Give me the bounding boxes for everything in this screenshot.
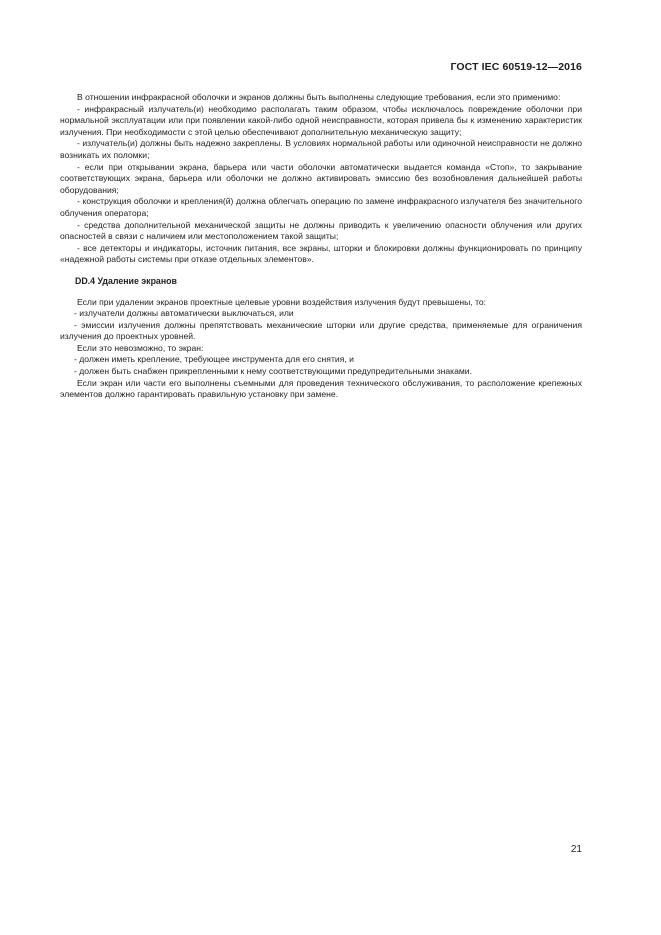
requirement-item: - излучатель(и) должны быть надежно закреплены. В условиях нормальной работы или одиночной неисправности не должно возникать их поломки; <box>60 138 582 160</box>
section1-intro: В отношении инфракрасной оболочки и экранов должны быть выполнены следующие требования, если это применимо: <box>77 92 561 102</box>
list-item: - эмиссии излучения должны препятствовать механические шторки или другие средства, применяемые для ограничения излучения до проектных уровней. <box>60 319 582 342</box>
list-item: - должен иметь крепление, требующее инструмента для его снятия, и <box>74 354 354 365</box>
section2-closing: Если экран или части его выполнены съемными для проведения технического обслуживания, то расположение крепежных элементов должно гарантировать правильную установку при замене. <box>60 377 582 400</box>
page-content <box>60 92 582 401</box>
requirement-item: - средства дополнительной механической защиты не должны приводить к увеличению опасности облучения или других опасностей в связи с наличием или местоположением такой защиты; <box>60 219 582 242</box>
requirement-item: - все детекторы и индикаторы, источник питания, все экраны, шторки и блокировки должны функционировать по принципу «надежной работы системы при отказе отдельных элементов». <box>60 242 582 265</box>
document-header: ГОСТ IEC 60519-12—2016 <box>450 61 582 73</box>
list-item: - излучатели должны автоматически выключаться, или <box>74 308 294 319</box>
section2-intro: Если при удалении экранов проектные целевые уровни воздействия излучения будут превышены, то: <box>77 296 487 307</box>
requirement-item: - если при открывании экрана, барьера или части оболочки автоматически выдается команда «Стоп», то закрывание соответствующих экрана, барьера или оболочки не должно активировать эмиссию без возобновления дальнейшей работы оборудования; <box>60 161 582 195</box>
list-item: - должен быть снабжен прикрепленными к нему соответствующими предупредительными знаками. <box>74 366 472 377</box>
section-heading: DD.4 Удаление экранов <box>75 275 177 286</box>
section2-alt-intro: Если это невозможно, то экран: <box>77 342 204 353</box>
page-number: 21 <box>570 844 582 855</box>
requirement-item: - инфракрасный излучатель(и) необходимо располагать таким образом, чтобы исключалось повреждение оболочки при нормальной эксплуатации или при появлении какой-либо одной неисправности, которая привела бы к изменению характеристик излучения. При необходимости с этой целью обеспечивают дополнительную механическую защиту; <box>60 103 582 137</box>
requirement-item: - конструкция оболочки и крепления(й) должна облегчать операцию по замене инфракрасного излучателя без значительного облучения оператора; <box>60 196 582 218</box>
